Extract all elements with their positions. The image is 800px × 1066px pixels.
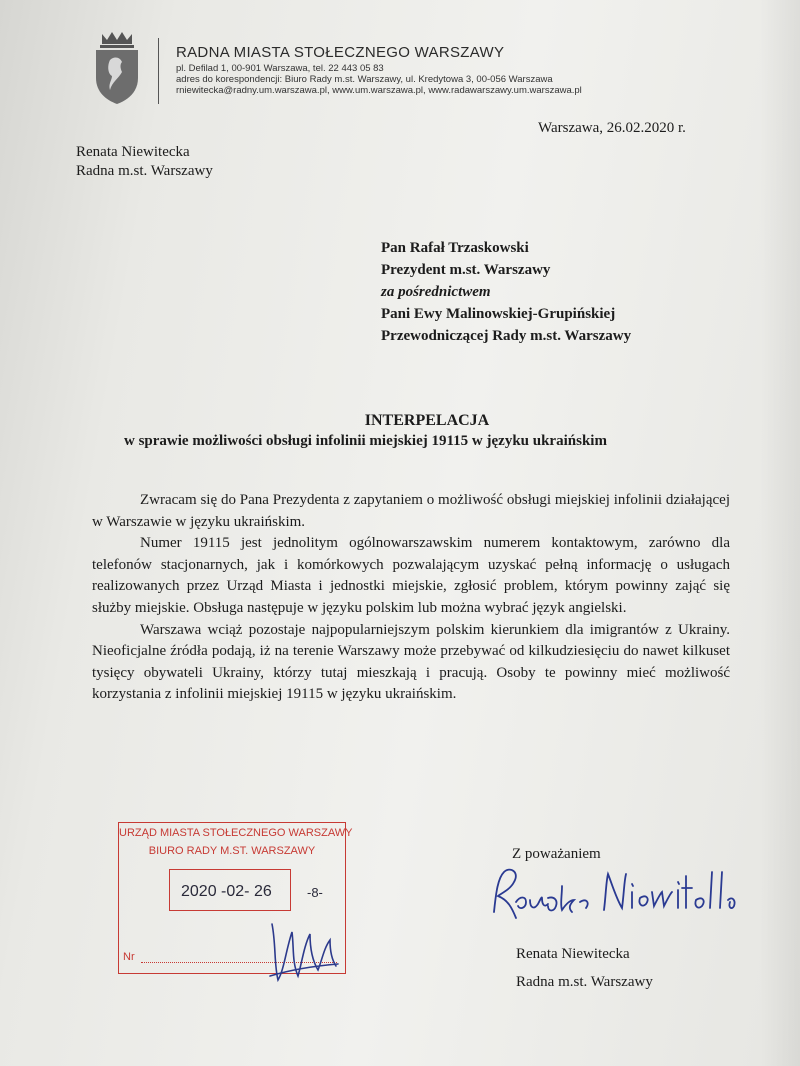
- body-paragraph-1: Zwracam się do Pana Prezydenta z zapytaniem o możliwość obsługi miejskiej infolinii działającej w Warszawie w języku ukraińskim.: [92, 492, 730, 530]
- recipient-line-1: Pan Rafał Trzaskowski: [381, 240, 529, 256]
- stamp-nr-label: Nr: [123, 951, 135, 963]
- stamp-initials-signature: [262, 906, 346, 988]
- contact-line: rniewitecka@radny.um.warszawa.pl, www.um.warszawa.pl, www.radawarszawy.um.warszawa.pl: [176, 85, 582, 96]
- address-line: pl. Defilad 1, 00-901 Warszawa, tel. 22 443 05 83: [176, 63, 384, 74]
- signatory-name: Renata Niewitecka: [516, 946, 630, 962]
- stamp-date: 2020 -02- 26: [181, 883, 272, 900]
- warsaw-crest-icon: [88, 28, 146, 106]
- sender-block: [76, 143, 213, 181]
- correspondence-line: adres do korespondencji: Biuro Rady m.st. Warszawy, ul. Kredytowa 3, 00-056 Warszawa: [176, 74, 553, 85]
- document-subject: w sprawie możliwości obsługi infolinii miejskiej 19115 w języku ukraińskim: [124, 433, 607, 449]
- recipient-line-2: Prezydent m.st. Warszawy: [381, 262, 551, 278]
- stamp-office-line: URZĄD MIASTA STOŁECZNEGO WARSZAWY: [119, 827, 353, 839]
- recipient-line-3: za pośrednictwem: [381, 284, 491, 300]
- body-paragraph-2: Numer 19115 jest jednolitym ogólnowarszawskim numerem kontaktowym, zarówno dla telefonów stacjonarnych, jak i komórkowych pozwalającym uzyskać pełną informację o usługach realizowanych przez Urząd Miasta i jednostki miejskie, zgłosić problem, którym powinny zająć się służby miejskie. Obsługa następuje w języku polskim lub można wybrać język angielski.: [92, 535, 730, 616]
- stamp-bureau-line: BIURO RADY M.ST. WARSZAWY: [148, 845, 316, 857]
- body-paragraph-3: Warszawa wciąż pozostaje najpopularniejszym polskim kierunkiem dla imigrantów z Ukrainy. Nieoficjalne źródła podają, iż na terenie Warszawy może przebywać od kilkudziesięciu do nawet kilkuset tysięcy obywateli Ukrainy, którzy tutaj mieszkają i pracują. Osoby te powinny mieć możliwość korzystania z infolinii miejskiej 19115 w języku ukraińskim.: [92, 621, 730, 703]
- recipient-block: [381, 237, 631, 347]
- sender-role: Radna m.st. Warszawy: [76, 163, 213, 179]
- letter-date: Warszawa, 26.02.2020 r.: [538, 120, 686, 136]
- page-shadow: [760, 0, 800, 1066]
- recipient-line-4: Pani Ewy Malinowskiej-Grupińskiej: [381, 306, 616, 322]
- organization-name: RADNA MIASTA STOŁECZNEGO WARSZAWY: [176, 44, 505, 61]
- sender-name: Renata Niewitecka: [76, 144, 190, 160]
- closing-greeting: Z poważaniem: [512, 846, 601, 862]
- header-divider: [158, 38, 159, 104]
- letter-body: [92, 490, 730, 706]
- handwritten-signature: [486, 862, 742, 932]
- signatory-role: Radna m.st. Warszawy: [516, 974, 653, 990]
- recipient-line-5: Przewodniczącej Rady m.st. Warszawy: [381, 328, 632, 344]
- document-title: INTERPELACJA: [364, 412, 490, 429]
- signatory-block: [516, 940, 653, 996]
- stamp-number: -8-: [307, 885, 323, 900]
